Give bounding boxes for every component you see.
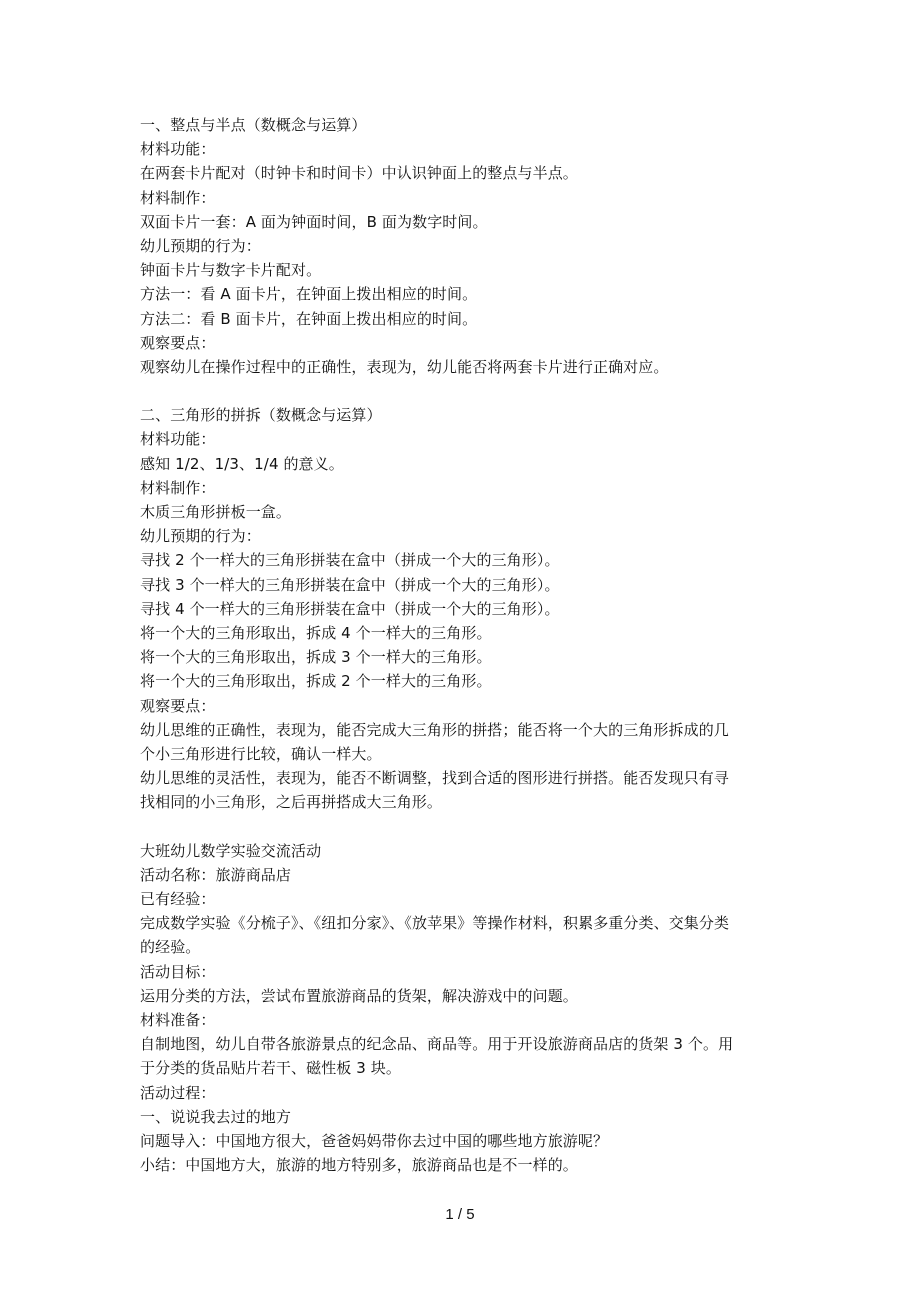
text-line: 于分类的货品贴片若干、磁性板 3 块。	[140, 1059, 401, 1078]
text-line: 已有经验：	[140, 890, 216, 908]
text-line: 材料功能：	[140, 430, 216, 449]
text-line: 活动名称：旅游商品店	[140, 865, 292, 884]
text-line: 大班幼儿数学实验交流活动	[140, 841, 322, 860]
text-line: 一、说说我去过的地方	[140, 1107, 292, 1126]
text-line: 幼儿预期的行为：	[140, 527, 261, 546]
blank-line	[140, 379, 785, 403]
text-line: 将一个大的三角形取出，拆成 3 个一样大的三角形。	[140, 648, 492, 667]
text-line: 问题导入：中国地方很大，爸爸妈妈带你去过中国的哪些地方旅游呢？	[140, 1131, 609, 1150]
text-line: 二、三角形的拼拆（数概念与运算）	[140, 406, 382, 425]
text-line: 活动目标：	[140, 962, 216, 981]
text-line: 材料准备：	[140, 1010, 216, 1029]
text-line: 完成数学实验《分梳子》、《纽扣分家》、《放苹果》等操作材料，积累多重分类、交集分类	[140, 914, 730, 933]
text-line: 材料功能：	[140, 140, 216, 159]
text-line: 观察要点：	[140, 696, 216, 715]
text-line: 寻找 2 个一样大的三角形拼装在盒中（拼成一个大的三角形）。	[140, 551, 560, 570]
page-number: 1 / 5	[445, 1206, 475, 1223]
text-line: 观察幼儿在操作过程中的正确性，表现为，幼儿能否将两套卡片进行正确对应。	[140, 357, 669, 376]
text-line: 方法二：看 B 面卡片，在钟面上拨出相应的时间。	[140, 309, 478, 328]
text-line: 幼儿思维的正确性，表现为，能否完成大三角形的拼搭；能否将一个大的三角形拆成的几	[140, 720, 729, 739]
text-line: 感知 1/2、1/3、1/4 的意义。	[140, 454, 344, 473]
blank-line	[140, 814, 785, 838]
text-line: 找相同的小三角形，之后再拼搭成大三角形。	[140, 793, 443, 812]
text-line: 材料制作：	[140, 478, 216, 497]
text-line: 双面卡片一套：A 面为钟面时间，B 面为数字时间。	[140, 212, 488, 231]
text-line: 幼儿思维的灵活性，表现为，能否不断调整，找到合适的图形进行拼搭。能否发现只有寻	[140, 769, 729, 788]
text-line: 将一个大的三角形取出，拆成 4 个一样大的三角形。	[140, 623, 492, 642]
text-line: 个小三角形进行比较，确认一样大。	[140, 744, 382, 763]
text-line: 观察要点：	[140, 333, 216, 352]
text-line: 木质三角形拼板一盒。	[140, 503, 292, 521]
text-line: 钟面卡片与数字卡片配对。	[140, 261, 322, 280]
text-line: 寻找 4 个一样大的三角形拼装在盒中（拼成一个大的三角形）。	[140, 599, 560, 618]
text-line: 自制地图，幼儿自带各旅游景点的纪念品、商品等。用于开设旅游商品店的货架 3 个。用	[140, 1035, 734, 1054]
text-line: 的经验。	[140, 938, 201, 957]
document-body	[140, 113, 785, 1177]
text-line: 将一个大的三角形取出，拆成 2 个一样大的三角形。	[140, 672, 492, 691]
text-line: 方法一：看 A 面卡片，在钟面上拨出相应的时间。	[140, 285, 478, 304]
text-line: 材料制作：	[140, 188, 216, 207]
text-line: 寻找 3 个一样大的三角形拼装在盒中（拼成一个大的三角形）。	[140, 575, 560, 594]
text-line: 在两套卡片配对（时钟卡和时间卡）中认识钟面上的整点与半点。	[140, 164, 578, 183]
text-line: 幼儿预期的行为：	[140, 236, 261, 255]
text-line: 小结：中国地方大，旅游的地方特别多，旅游商品也是不一样的。	[140, 1156, 578, 1175]
text-line: 活动过程：	[140, 1083, 216, 1102]
text-line: 一、整点与半点（数概念与运算）	[140, 116, 367, 134]
text-line: 运用分类的方法，尝试布置旅游商品的货架，解决游戏中的问题。	[140, 986, 578, 1005]
